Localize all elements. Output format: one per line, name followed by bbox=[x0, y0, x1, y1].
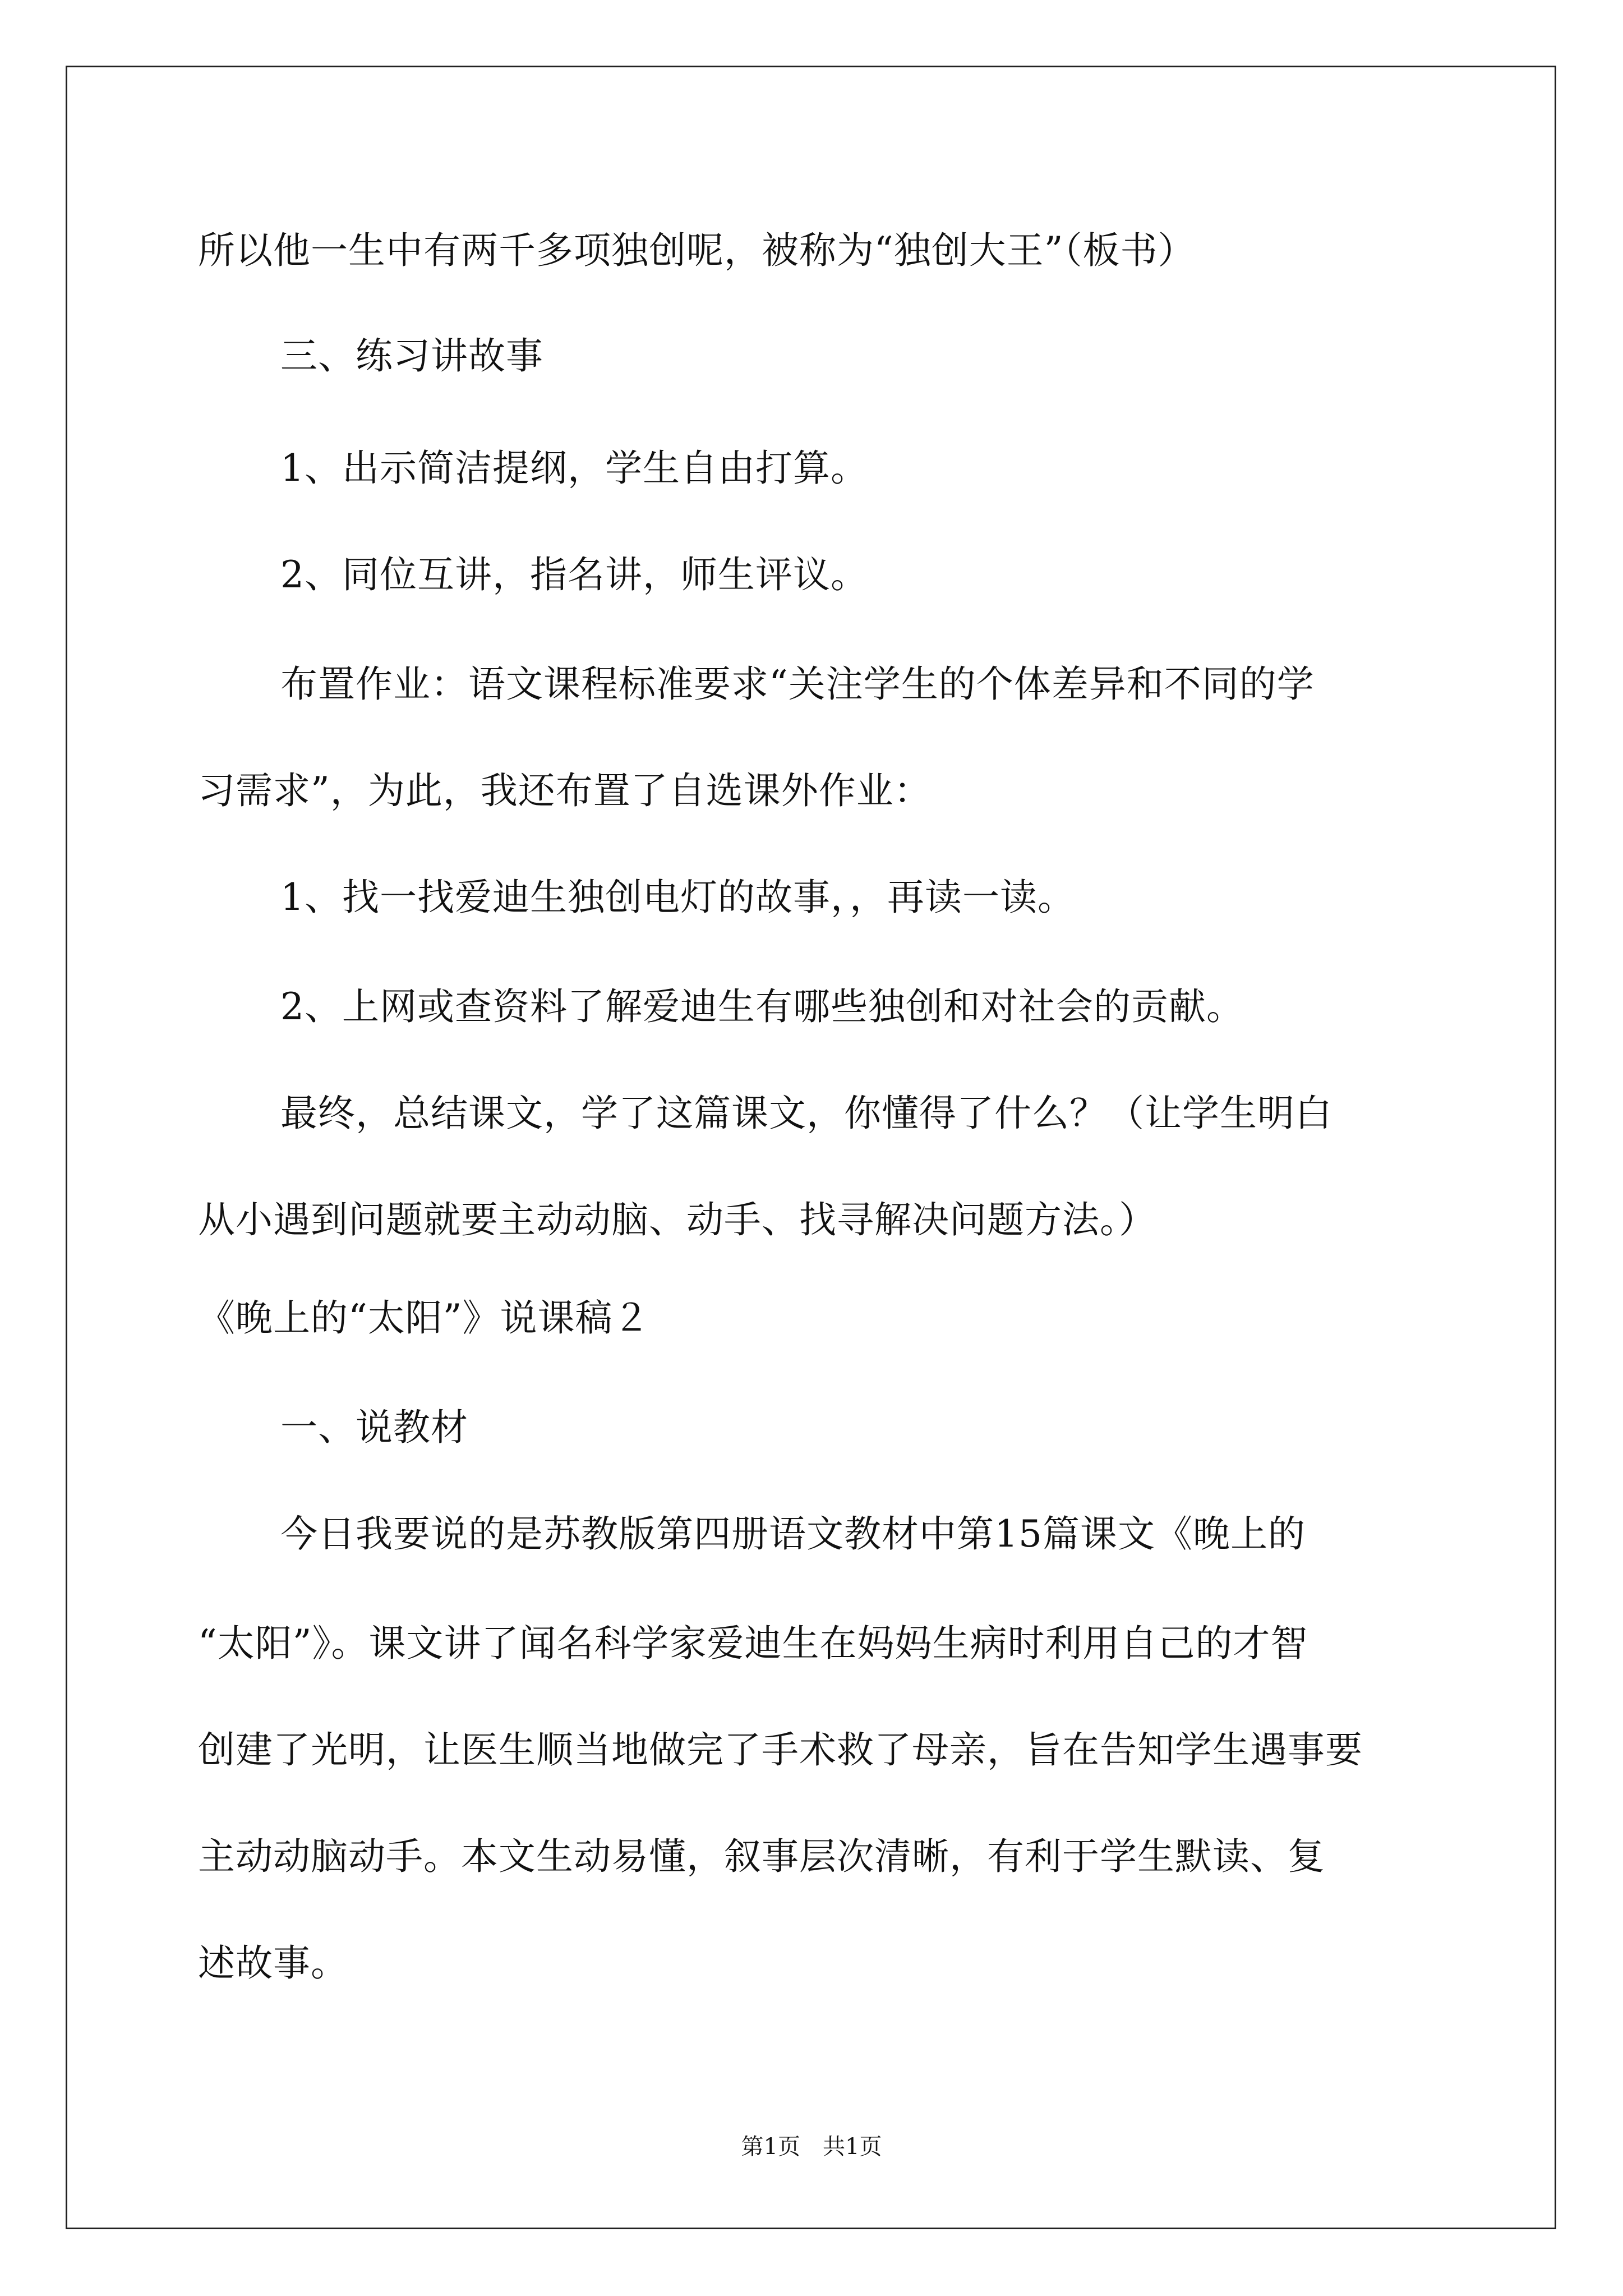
paragraph-line: “太阳”》。课文讲了闻名科学家爱迪生在妈妈生病时利用自己的才智 bbox=[198, 1622, 1308, 1665]
paragraph-line: 所以他一生中有两千多项独创呢，被称为“独创大王”（板书） bbox=[198, 229, 1196, 272]
paragraph-line: 最终，总结课文，学了这篇课文，你懂得了什么？（让学生明白 bbox=[280, 1092, 1332, 1135]
section-heading: 一、说教材 bbox=[280, 1406, 468, 1449]
page-number: 第1页 共1页 bbox=[741, 2134, 882, 2160]
section-heading: 三、练习讲故事 bbox=[280, 334, 543, 378]
paragraph-line: 创建了光明，让医生顺当地做完了手术救了母亲，旨在告知学生遇事要 bbox=[198, 1728, 1363, 1772]
paragraph-line: 今日我要说的是苏教版第四册语文教材中第15篇课文《晚上的 bbox=[280, 1512, 1306, 1556]
paragraph-line: 从小遇到问题就要主动动脑、动手、找寻解决问题方法。） bbox=[198, 1198, 1156, 1241]
paragraph-line: 2、同位互讲，指名讲，师生评议。 bbox=[280, 553, 868, 596]
paragraph-line: 习需求”，为此，我还布置了自选课外作业： bbox=[198, 769, 932, 812]
paragraph-line: 主动动脑动手。本文生动易懂，叙事层次清晰，有利于学生默读、复 bbox=[198, 1835, 1325, 1878]
paragraph-line: 2、上网或查资料了解爱迪生有哪些独创和对社会的贡献。 bbox=[280, 985, 1244, 1028]
page-border bbox=[66, 66, 1556, 2229]
paragraph-line: 1、出示简洁提纲，学生自由打算。 bbox=[280, 447, 868, 490]
document-title: 《晚上的“太阳”》说课稿２ bbox=[198, 1296, 651, 1340]
paragraph-line: 布置作业：语文课程标准要求“关注学生的个体差异和不同的学 bbox=[280, 662, 1315, 706]
paragraph-line: 述故事。 bbox=[198, 1941, 348, 1985]
paragraph-line: 1、找一找爱迪生独创电灯的故事，，再读一读。 bbox=[280, 876, 1075, 919]
